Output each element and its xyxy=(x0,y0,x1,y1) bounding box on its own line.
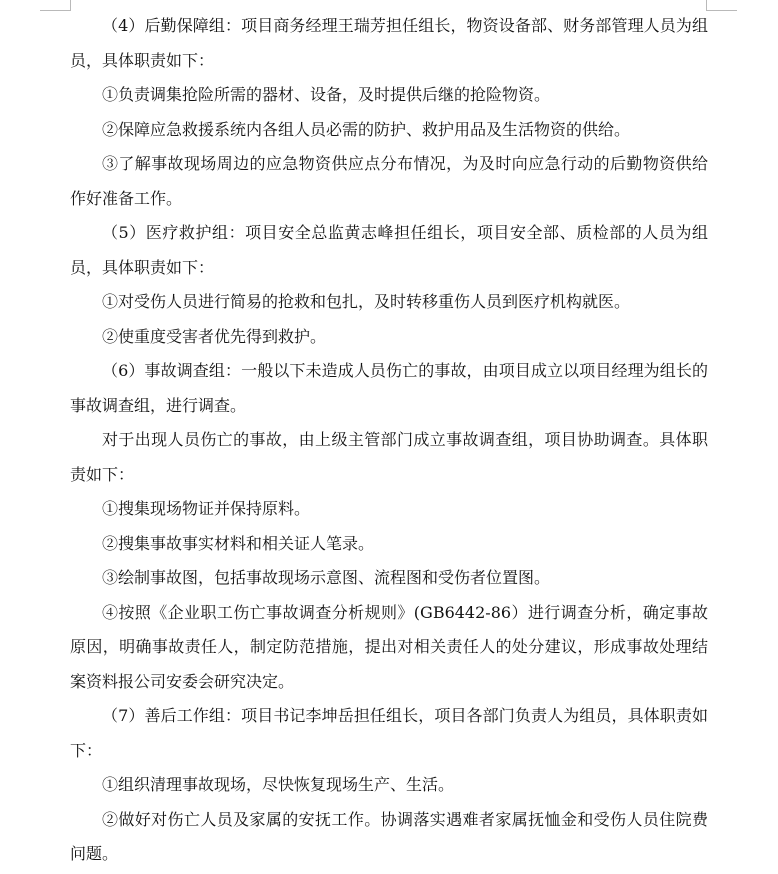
document-body xyxy=(70,9,708,872)
page-corner-mark-left xyxy=(40,0,71,11)
paragraph-medical-group: （5）医疗救护组：项目安全总监黄志峰担任组长，项目安全部、质检部的人员为组员，具体职责如下： xyxy=(70,223,708,277)
paragraph-investigation-duty-3: ③绘制事故图，包括事故现场示意图、流程图和受伤者位置图。 xyxy=(102,568,551,587)
paragraph-logistics-duty-3: ③了解事故现场周边的应急物资供应点分布情况，为及时向应急行动的后勤物资供给作好准备工作。 xyxy=(70,154,708,208)
page-corner-mark-right xyxy=(706,0,737,11)
paragraph-aftermath-duty-1: ①组织清理事故现场，尽快恢复现场生产、生活。 xyxy=(102,775,455,794)
paragraph-investigation-group: （6）事故调查组：一般以下未造成人员伤亡的事故，由项目成立以项目经理为组长的事故调查组，进行调查。 xyxy=(70,361,708,415)
paragraph-investigation-duty-4: ④按照《企业职工伤亡事故调查分析规则》(GB6442-86）进行调查分析，确定事故原因，明确事故责任人，制定防范措施，提出对相关责任人的处分建议，形成事故处理结案资料报公司安委会研究决定。 xyxy=(70,602,708,691)
paragraph-aftermath-duty-2: ②做好对伤亡人员及家属的安抚工作。协调落实遇难者家属抚恤金和受伤人员住院费问题。 xyxy=(70,809,708,863)
paragraph-investigation-casualty: 对于出现人员伤亡的事故，由上级主管部门成立事故调查组，项目协助调查。具体职责如下： xyxy=(70,430,708,484)
paragraph-medical-duty-2: ②使重度受害者优先得到救护。 xyxy=(102,326,327,346)
paragraph-logistics-duty-2: ②保障应急救援系统内各组人员必需的防护、救护用品及生活物资的供给。 xyxy=(102,119,631,139)
paragraph-logistics-duty-1: ①负责调集抢险所需的器材、设备，及时提供后继的抢险物资。 xyxy=(102,85,551,104)
paragraph-medical-duty-1: ①对受伤人员进行简易的抢救和包扎，及时转移重伤人员到医疗机构就医。 xyxy=(102,292,631,311)
paragraph-investigation-duty-2: ②搜集事故事实材料和相关证人笔录。 xyxy=(102,533,375,553)
paragraph-investigation-duty-1: ①搜集现场物证并保持原料。 xyxy=(102,499,311,518)
paragraph-logistics-group: （4）后勤保障组：项目商务经理王瑞芳担任组长，物资设备部、财务部管理人员为组员，具体职责如下： xyxy=(70,16,708,70)
paragraph-aftermath-group: （7）善后工作组：项目书记李坤岳担任组长，项目各部门负责人为组员，具体职责如下： xyxy=(70,706,708,760)
